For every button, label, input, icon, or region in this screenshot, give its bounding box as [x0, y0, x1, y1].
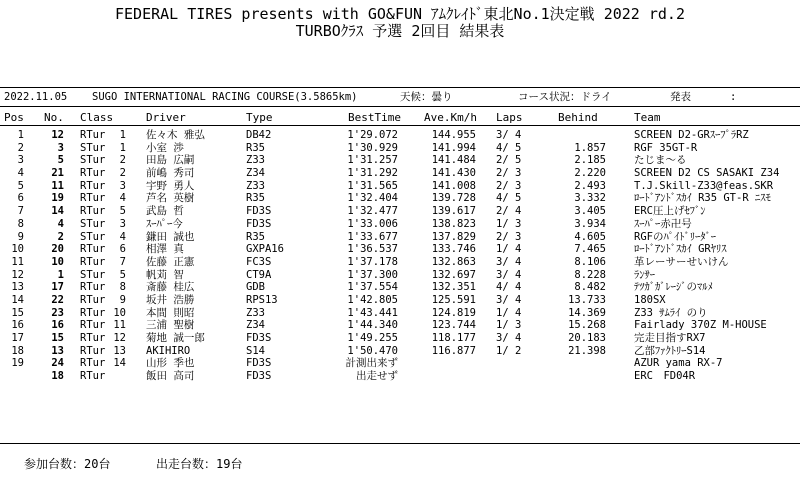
- car-type: RPS13: [246, 293, 278, 306]
- car-type: FC3S: [246, 255, 272, 268]
- class-cell: RTur: [80, 319, 106, 332]
- car-type: S14: [246, 344, 265, 357]
- car-number: 16: [51, 319, 64, 332]
- header-best-time: BestTime: [348, 111, 401, 124]
- car-number: 1: [57, 268, 64, 281]
- avg-speed: 138.823: [431, 217, 476, 230]
- driver-name: 飯田 高司: [146, 370, 195, 383]
- behind-gap: 2.185: [574, 154, 606, 167]
- driver-name: 前嶋 秀司: [146, 167, 195, 180]
- driver-name: 本間 則昭: [146, 306, 195, 319]
- best-time: 1'36.537: [347, 243, 398, 256]
- table-row: [0, 142, 800, 155]
- avg-speed: 132.697: [431, 268, 476, 281]
- car-type: R35: [246, 141, 265, 154]
- team-name: ﾗﾝｻｰ: [634, 268, 655, 281]
- behind-gap: 21.398: [568, 344, 606, 357]
- header-team: Team: [634, 111, 661, 124]
- pos-cell: 10: [11, 243, 24, 256]
- driver-name: 芦名 英樹: [146, 192, 195, 205]
- car-number: 14: [51, 205, 64, 218]
- car-type: GDB: [246, 281, 265, 294]
- driver-name: 武島 哲: [146, 205, 184, 218]
- avg-speed: 137.829: [431, 230, 476, 243]
- table-row: [0, 332, 800, 345]
- weather: 天候：曇り: [400, 91, 453, 103]
- car-type: Z33: [246, 306, 265, 319]
- table-row: [0, 319, 800, 332]
- class-rank: 7: [119, 255, 126, 268]
- table-row: [0, 231, 800, 244]
- avg-speed: 144.955: [431, 129, 476, 141]
- behind-gap: 3.405: [574, 205, 606, 218]
- best-time: 1'37.554: [347, 281, 398, 294]
- class-cell: RTur: [80, 129, 106, 141]
- car-number: 10: [51, 255, 64, 268]
- car-type: Z33: [246, 154, 265, 167]
- avg-speed: 141.008: [431, 179, 476, 192]
- car-type: FD3S: [246, 370, 272, 383]
- announce-label: 発表: [670, 91, 691, 103]
- best-time: 1'37.178: [347, 255, 398, 268]
- behind-gap: 8.106: [574, 255, 606, 268]
- team-name: 乙部ﾌｧｸﾄﾘｰS14: [634, 344, 706, 357]
- table-row: [0, 218, 800, 231]
- driver-name: 宇野 勇人: [146, 179, 195, 192]
- driver-name: 帆苅 智: [146, 268, 184, 281]
- car-type: GXPA16: [246, 243, 284, 256]
- class-cell: RTur: [80, 167, 106, 180]
- behind-gap: 1.857: [574, 141, 606, 154]
- table-row: [0, 167, 800, 180]
- car-number: 3: [57, 141, 64, 154]
- pos-cell: 1: [17, 129, 24, 141]
- bottom-rule: [0, 443, 800, 444]
- header-type: Type: [246, 111, 273, 124]
- car-type: FD3S: [246, 205, 272, 218]
- best-time: 1'31.292: [347, 167, 398, 180]
- driver-name: 鎌田 誠也: [146, 230, 195, 243]
- pos-cell: 3: [17, 154, 24, 167]
- behind-gap: 13.733: [568, 293, 606, 306]
- car-type: Z34: [246, 319, 265, 332]
- table-row: [0, 256, 800, 269]
- table-row: [0, 180, 800, 193]
- best-time: 1'32.404: [347, 192, 398, 205]
- table-row: [0, 281, 800, 294]
- avg-speed: 139.617: [431, 205, 476, 218]
- table-row: [0, 205, 800, 218]
- driver-name: 三浦 聖樹: [146, 319, 195, 332]
- car-number: 20: [51, 243, 64, 256]
- results-subtitle: TURBOｸﾗｽ 予選 2回目 結果表: [295, 22, 505, 40]
- event-date: 2022.11.05: [4, 91, 68, 103]
- car-number: 2: [57, 230, 64, 243]
- avg-speed: 141.994: [431, 141, 476, 154]
- driver-name: 相澤 真: [146, 243, 184, 256]
- team-name: RGF 35GT-R: [634, 141, 698, 154]
- avg-speed: 132.863: [431, 255, 476, 268]
- driver-name: ｽｰﾊﾟｰ今: [146, 217, 183, 230]
- behind-gap: 8.228: [574, 268, 606, 281]
- team-name: Z33 ｻﾑﾗｲ のり: [634, 306, 708, 319]
- pos-cell: 6: [17, 192, 24, 205]
- team-name: ERC圧上げｾﾌﾞﾝ: [634, 205, 706, 218]
- car-number: 12: [51, 129, 64, 141]
- class-rank: 4: [119, 230, 126, 243]
- starter-count: 出走台数：19台: [156, 457, 243, 471]
- avg-speed: 141.430: [431, 167, 476, 180]
- behind-gap: 4.605: [574, 230, 606, 243]
- class-rank: 11: [113, 319, 126, 332]
- car-type: R35: [246, 230, 265, 243]
- behind-gap: 3.934: [574, 217, 606, 230]
- laps-cell: 4/ 5: [496, 192, 522, 205]
- avg-speed: 118.177: [431, 332, 476, 344]
- behind-gap: 15.268: [568, 319, 606, 332]
- car-type: Z34: [246, 167, 265, 180]
- team-name: ERC FD04R: [634, 370, 696, 383]
- team-name: SCREEN D2 CS SASAKI Z34: [634, 167, 780, 180]
- best-time: 1'30.929: [347, 141, 398, 154]
- best-time: 1'49.255: [347, 332, 398, 344]
- team-name: 完走目指すRX7: [634, 332, 706, 344]
- pos-cell: 15: [11, 306, 24, 319]
- car-number: 24: [51, 357, 64, 370]
- class-cell: RTur: [80, 192, 106, 205]
- laps-cell: 1/ 2: [496, 344, 522, 357]
- car-number: 17: [51, 281, 64, 294]
- pos-cell: 4: [17, 167, 24, 180]
- best-time: 1'29.072: [347, 129, 398, 141]
- table-row: [0, 269, 800, 282]
- pos-cell: 19: [11, 357, 24, 370]
- laps-cell: 2/ 3: [496, 230, 522, 243]
- class-rank: 10: [113, 306, 126, 319]
- avg-speed: 139.728: [431, 192, 476, 205]
- entry-count: 参加台数：20台: [24, 457, 111, 471]
- top-rule: [0, 87, 800, 88]
- laps-cell: 4/ 4: [496, 281, 522, 294]
- table-row: [0, 370, 800, 383]
- pos-cell: 14: [11, 293, 24, 306]
- car-number: 18: [51, 370, 64, 383]
- team-name: ﾃﾂｶﾞｶﾞﾚｰｼﾞのﾏﾙﾒ: [634, 281, 713, 294]
- best-time: 1'50.470: [347, 344, 398, 357]
- behind-gap: 7.465: [574, 243, 606, 256]
- car-type: FD3S: [246, 357, 272, 370]
- pos-cell: 2: [17, 141, 24, 154]
- class-rank: 3: [119, 179, 126, 192]
- pos-cell: 17: [11, 332, 24, 344]
- pos-cell: 5: [17, 179, 24, 192]
- best-time: 1'32.477: [347, 205, 398, 218]
- behind-gap: 14.369: [568, 306, 606, 319]
- car-type: FD3S: [246, 332, 272, 344]
- car-number: 22: [51, 293, 64, 306]
- car-number: 4: [57, 217, 64, 230]
- table-row: [0, 243, 800, 256]
- class-cell: RTur: [80, 179, 106, 192]
- avg-speed: 125.591: [431, 293, 476, 306]
- class-cell: RTur: [80, 243, 106, 256]
- behind-gap: 2.493: [574, 179, 606, 192]
- class-cell: STur: [80, 268, 106, 281]
- header-driver: Driver: [146, 111, 186, 124]
- class-cell: RTur: [80, 344, 106, 357]
- pos-cell: 12: [11, 268, 24, 281]
- laps-cell: 3/ 4: [496, 129, 522, 141]
- class-rank: 12: [113, 332, 126, 344]
- behind-gap: 20.183: [568, 332, 606, 344]
- avg-speed: 123.744: [431, 319, 476, 332]
- driver-name: AKIHIRO: [146, 344, 191, 357]
- class-rank: 2: [119, 167, 126, 180]
- best-time: 1'44.340: [347, 319, 398, 332]
- results-table: [0, 129, 800, 383]
- class-rank: 13: [113, 344, 126, 357]
- announce-colon: :: [730, 91, 737, 103]
- behind-gap: 3.332: [574, 192, 606, 205]
- pos-cell: 11: [11, 255, 24, 268]
- car-number: 23: [51, 306, 64, 319]
- driver-name: 小室 渉: [146, 141, 184, 154]
- team-name: T.J.Skill-Z33@feas.SKR: [634, 179, 774, 192]
- best-time: 1'33.006: [347, 217, 398, 230]
- team-name: たじま～る: [634, 154, 687, 167]
- best-time: 1'31.257: [347, 154, 398, 167]
- laps-cell: 3/ 4: [496, 268, 522, 281]
- car-type: R35: [246, 192, 265, 205]
- header-top-rule: [0, 106, 800, 107]
- team-name: ﾛｰﾄﾞｱﾝﾄﾞｽｶｲ R35 GT-R ﾆｽﾓ: [634, 192, 771, 205]
- header-pos: Pos: [4, 111, 24, 124]
- class-rank: 6: [119, 243, 126, 256]
- laps-cell: 1/ 3: [496, 319, 522, 332]
- behind-gap: 2.220: [574, 167, 606, 180]
- class-rank: 14: [113, 357, 126, 370]
- pos-cell: 9: [17, 230, 24, 243]
- table-row: [0, 129, 800, 142]
- car-number: 13: [51, 344, 64, 357]
- laps-cell: 3/ 4: [496, 293, 522, 306]
- class-rank: 3: [119, 217, 126, 230]
- car-number: 15: [51, 332, 64, 344]
- car-type: CT9A: [246, 268, 272, 281]
- class-cell: RTur: [80, 293, 106, 306]
- table-row: [0, 192, 800, 205]
- driver-name: 田島 広嗣: [146, 154, 195, 167]
- class-rank: 5: [119, 268, 126, 281]
- team-name: RGFのﾊﾟｲﾄﾞﾘｰﾀﾞｰ: [634, 230, 716, 243]
- best-time: 1'31.565: [347, 179, 398, 192]
- class-rank: 1: [119, 141, 126, 154]
- class-cell: RTur: [80, 357, 106, 370]
- car-number: 21: [51, 167, 64, 180]
- car-number: 5: [57, 154, 64, 167]
- best-time: 出走せず: [356, 370, 398, 383]
- results-title: FEDERAL TIRES presents with GO&FUN ｱﾑｸﾚｲﾄﾞ東北No.1決定戦 2022 rd.2: [114, 5, 685, 23]
- track-condition: コース状況：ドライ: [518, 91, 612, 103]
- class-cell: RTur: [80, 281, 106, 294]
- car-type: DB42: [246, 129, 272, 141]
- driver-name: 斎藤 桂広: [146, 281, 195, 294]
- header-avg-speed: Ave.Km/h: [424, 111, 477, 124]
- laps-cell: 4/ 5: [496, 141, 522, 154]
- pos-cell: 7: [17, 205, 24, 218]
- class-rank: 8: [119, 281, 126, 294]
- laps-cell: 2/ 4: [496, 205, 522, 218]
- driver-name: 菊地 誠一郎: [146, 332, 205, 344]
- header-behind: Behind: [558, 111, 598, 124]
- pos-cell: 18: [11, 344, 24, 357]
- class-cell: STur: [80, 230, 106, 243]
- class-rank: 4: [119, 192, 126, 205]
- laps-cell: 3/ 4: [496, 332, 522, 344]
- laps-cell: 1/ 4: [496, 306, 522, 319]
- class-cell: RTur: [80, 306, 106, 319]
- laps-cell: 1/ 4: [496, 243, 522, 256]
- class-cell: STur: [80, 217, 106, 230]
- best-time: 1'43.441: [347, 306, 398, 319]
- avg-speed: 124.819: [431, 306, 476, 319]
- driver-name: 坂井 浩勝: [146, 293, 195, 306]
- table-row: [0, 154, 800, 167]
- avg-speed: 132.351: [431, 281, 476, 294]
- team-name: Fairlady 370Z M-HOUSE: [634, 319, 767, 332]
- pos-cell: 13: [11, 281, 24, 294]
- car-type: Z33: [246, 179, 265, 192]
- driver-name: 山形 季也: [146, 357, 195, 370]
- car-number: 11: [51, 179, 64, 192]
- driver-name: 佐藤 正憲: [146, 255, 195, 268]
- class-rank: 5: [119, 205, 126, 218]
- table-row: [0, 294, 800, 307]
- best-time: 1'33.677: [347, 230, 398, 243]
- header-laps: Laps: [496, 111, 523, 124]
- laps-cell: 2/ 3: [496, 167, 522, 180]
- class-rank: 1: [119, 129, 126, 141]
- behind-gap: 8.482: [574, 281, 606, 294]
- laps-cell: 3/ 4: [496, 255, 522, 268]
- course-name: SUGO INTERNATIONAL RACING COURSE(3.5865km): [92, 91, 358, 103]
- team-name: 革レーサーせいけん: [634, 255, 729, 268]
- class-cell: RTur: [80, 370, 106, 383]
- pos-cell: 8: [17, 217, 24, 230]
- class-rank: 9: [119, 293, 126, 306]
- car-type: FD3S: [246, 217, 272, 230]
- class-cell: RTur: [80, 205, 106, 218]
- class-rank: 2: [119, 154, 126, 167]
- avg-speed: 141.484: [431, 154, 476, 167]
- class-cell: STur: [80, 154, 106, 167]
- avg-speed: 133.746: [431, 243, 476, 256]
- car-number: 19: [51, 192, 64, 205]
- pos-cell: 16: [11, 319, 24, 332]
- team-name: AZUR yama RX-7: [634, 357, 723, 370]
- laps-cell: 1/ 3: [496, 217, 522, 230]
- team-name: 180SX: [634, 293, 666, 306]
- best-time: 計測出来ず: [345, 357, 398, 370]
- best-time: 1'42.805: [347, 293, 398, 306]
- class-cell: RTur: [80, 255, 106, 268]
- table-row: [0, 307, 800, 320]
- header-bottom-rule: [0, 125, 800, 126]
- avg-speed: 116.877: [431, 344, 476, 357]
- team-name: ﾛｰﾄﾞｱﾝﾄﾞｽｶｲ GRﾔﾘｽ: [634, 243, 727, 256]
- laps-cell: 2/ 5: [496, 154, 522, 167]
- class-cell: RTur: [80, 332, 106, 344]
- class-cell: STur: [80, 141, 106, 154]
- header-no: No.: [44, 111, 64, 124]
- best-time: 1'37.300: [347, 268, 398, 281]
- laps-cell: 2/ 3: [496, 179, 522, 192]
- team-name: SCREEN D2-GRｽｰﾌﾟﾗRZ: [634, 129, 749, 141]
- table-row: [0, 357, 800, 370]
- header-class: Class: [80, 111, 114, 124]
- driver-name: 佐々木 雅弘: [146, 129, 205, 141]
- table-row: [0, 345, 800, 358]
- team-name: ｽｰﾊﾟｰ赤卍号: [634, 217, 692, 230]
